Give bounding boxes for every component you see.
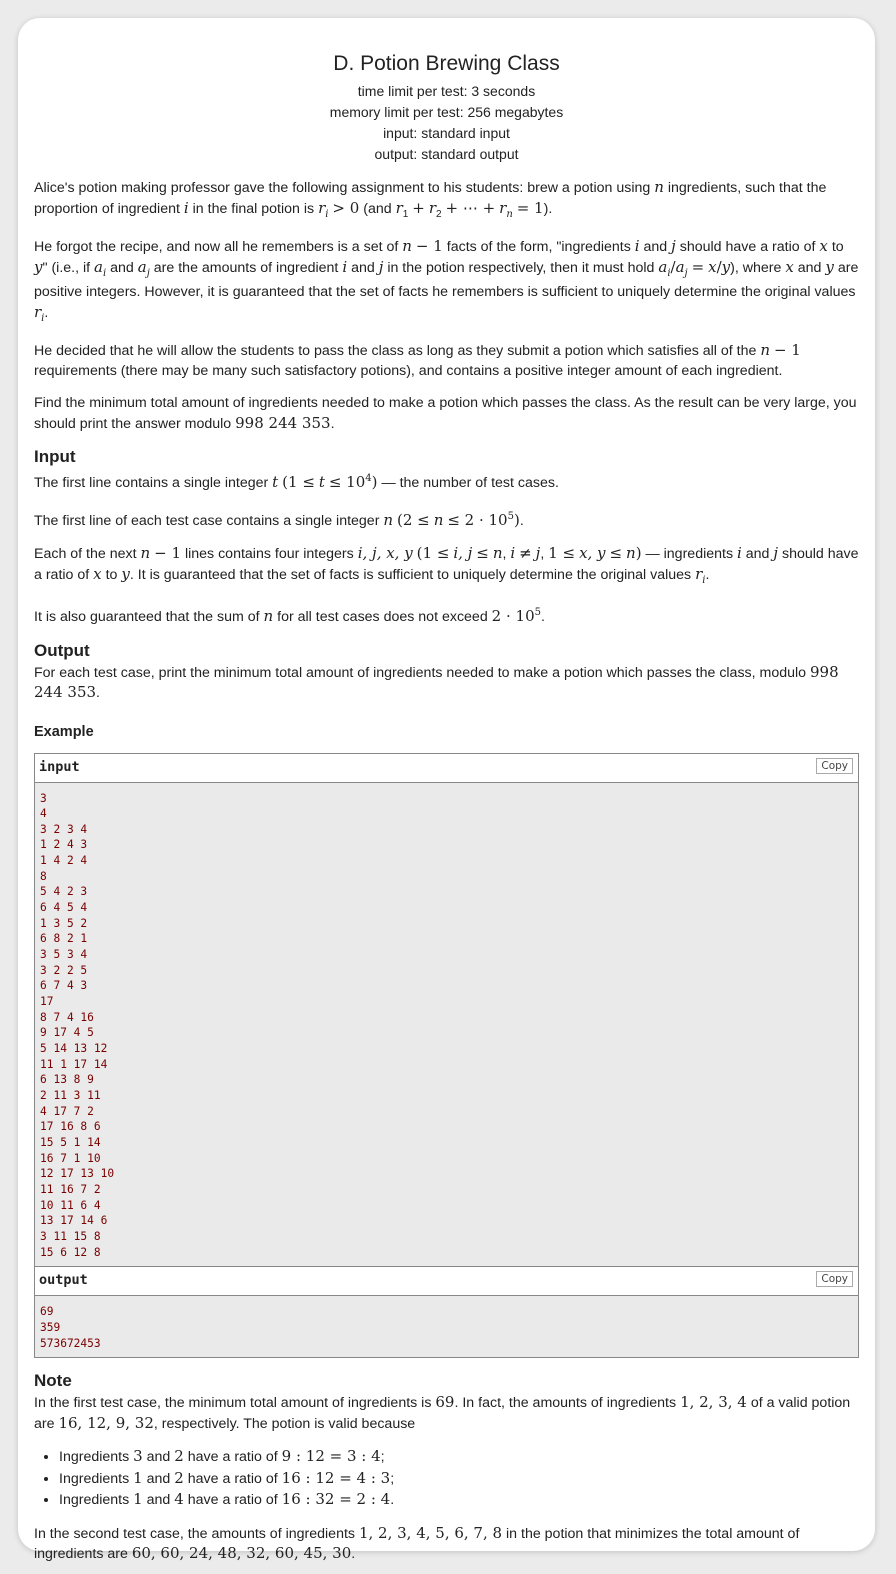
time-limit: time limit per test: 3 seconds xyxy=(357,83,536,99)
input-paragraph-1: The first line contains a single integer t $(1 \le t \le 10^4)$ — the number of test cases. xyxy=(34,473,559,491)
output-paragraph-1: For each test case, print the minimum total amount of ingredients needed to make a potion which passes the class, modulo 998 244 353. xyxy=(34,662,839,701)
problem-statement xyxy=(18,18,875,1563)
legend-paragraph-4: Find the minimum total amount of ingredients needed to make a potion which passes the class. As the result can be very large, you should print the answer modulo 998 244 353. xyxy=(34,395,857,432)
sample-output-text: 69 359 573672453 xyxy=(35,1296,858,1357)
example-section xyxy=(34,722,859,1359)
note-paragraph-2: In the second test case, the amounts of ingredients 1, 2, 3, 4, 5, 6, 7, 8 in the potion that minimizes the total amount of ingredients are 60, 60, 24, 48, 32, 60, 45, 30. xyxy=(34,1523,800,1563)
list-item: • Ingredients 1 and 4 have a ratio of 16 : 32 = 2 : 4. xyxy=(59,1489,859,1511)
sample-input-label: input xyxy=(39,758,80,775)
memory-limit: memory limit per test: 256 megabytes xyxy=(329,104,564,120)
note-list xyxy=(34,1446,859,1511)
input-paragraph-4: It is also guaranteed that the sum of n for all test cases does not exceed $2 \cdot 10^5$. xyxy=(34,607,545,625)
note-paragraph-1: In the first test case, the minimum total amount of ingredients is 69. In fact, the amounts of ingredients 1, 2, 3, 4 of a valid potion are 16, 12, 9, 32, respectively. The potion is valid because xyxy=(34,1393,851,1432)
list-item: • Ingredients 1 and 2 have a ratio of 16 : 12 = 4 : 3; xyxy=(59,1468,859,1490)
problem-limits xyxy=(34,81,859,165)
legend-paragraph-1: Alice's potion making professor gave the following assignment to his students: brew a potion using n ingredients, such that the proportion of ingredient i in the final potion is $r_i > 0$ (and $r_1 + r_2$ + ⋯ + $r_n = 1$). xyxy=(34,178,827,220)
input-paragraph-2: The first line of each test case contains a single integer n $(2 \le n \le 2 \cdot 10^5)$. xyxy=(34,510,524,529)
note-heading: Note xyxy=(34,1371,72,1391)
output-specification xyxy=(34,641,859,704)
input-paragraph-3: Each of the next n − 1 lines contains four integers i, j, x, y (1 ≤ i, j ≤ n, i ≠ j, 1 ≤ x, y ≤ n) — ingredients i and j should have a ratio of x to y. It is guaranteed that the set of facts is sufficient to uniquely determine the original values $r_i$. xyxy=(34,544,859,586)
note-section xyxy=(34,1371,859,1565)
list-item: • Ingredients 3 and 2 have a ratio of 9 : 12 = 3 : 4; xyxy=(59,1446,859,1468)
input-heading: Input xyxy=(34,447,76,466)
copy-input-button[interactable]: Copy xyxy=(816,758,853,774)
output-heading: Output xyxy=(34,640,90,660)
input-specification xyxy=(34,447,859,628)
sample-test xyxy=(34,753,859,1359)
sample-input-header xyxy=(35,754,858,783)
problem-title: D. Potion Brewing Class xyxy=(333,52,560,75)
output-file: output: standard output xyxy=(374,146,519,162)
sample-output-label: output xyxy=(39,1272,88,1289)
legend-section xyxy=(34,178,859,434)
legend-paragraph-3: He decided that he will allow the students to pass the class as long as they submit a potion which satisfies all of the n − 1 requirements (there may be many such satisfactory potions), and contains a positive integer amount of each ingredient. xyxy=(34,341,801,379)
sample-output-header xyxy=(35,1266,858,1296)
sample-input-text: 3 4 3 2 3 4 1 2 4 3 1 4 2 4 8 5 4 2 3 6 4 5 4 1 3 5 2 6 8 2 1 3 5 3 4 3 2 2 5 6 7 4 3 17 8 7 4 16 9 17 4 5 5 14 13 12 11 1 17 14 6 13 8 9 2 11 3 11 4 17 7 2 17 16 8 6 15 5 1 14 16 7 1 10 12 17 13 10 11 16 7 2 10 11 6 4 13 17 14 6 3 11 15 8 15 6 12 8 xyxy=(35,783,858,1267)
example-heading: Example xyxy=(34,723,94,740)
copy-output-button[interactable]: Copy xyxy=(816,1271,853,1287)
legend-paragraph-2: He forgot the recipe, and now all he remembers is a set of n − 1 facts of the form, "ingredients i and j should have a ratio of x to y" (i.e., if $a_i$ and $a_j$ are the amounts of ingredient i and j in the potion respectively, then it must hold $a_i/a_j = x/y$), where x and y are positive integers. However, it is guaranteed that the set of facts he remembers is sufficient to uniquely determine the original values $r_i$. xyxy=(34,237,859,324)
input-file: input: standard input xyxy=(383,125,510,141)
